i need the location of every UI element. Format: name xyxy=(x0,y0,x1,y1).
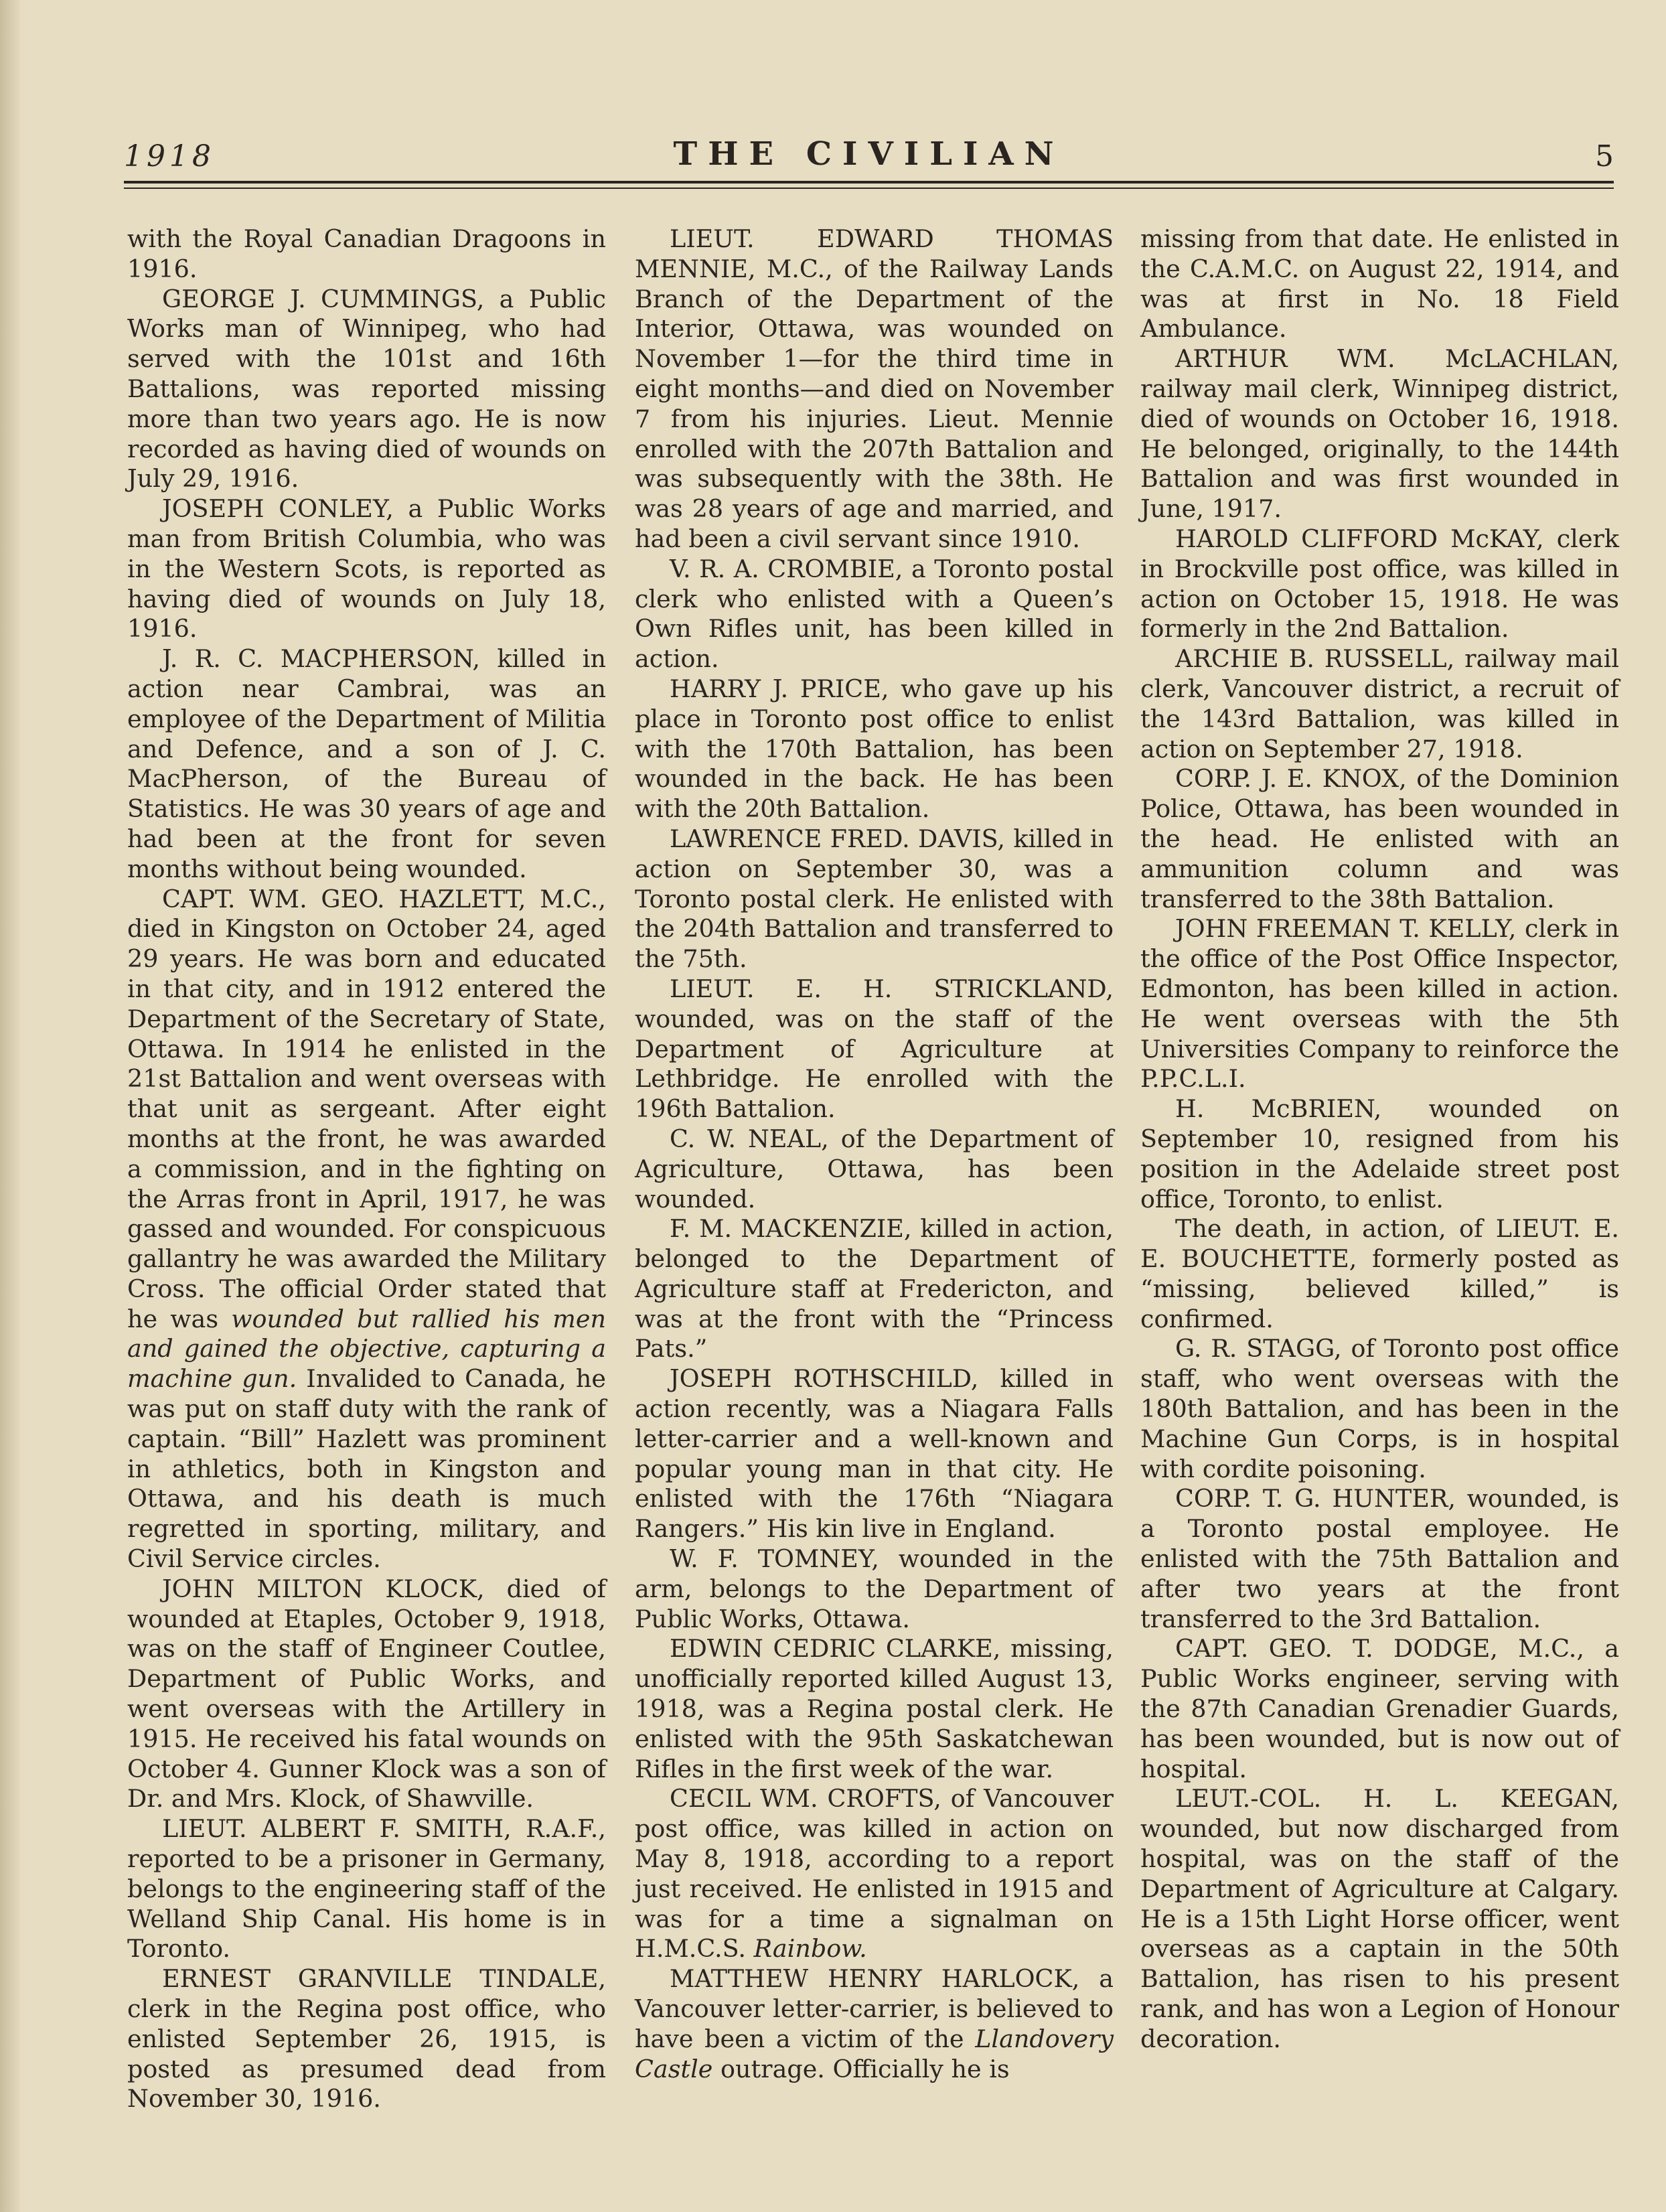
paragraph: W. F. TOMNEY, wounded in the arm, belongs to the Department of Public Works, Ottawa. xyxy=(635,1544,1114,1633)
page-header xyxy=(124,134,1614,181)
italic-citation: wounded but rallied his men and gained the objective, capturing a machine gun. xyxy=(127,1304,606,1394)
paragraph: CORP. T. G. HUNTER, wounded, is a Toronto postal employee. He enlisted with the 75th Battalion and after two years at the front transferred to the 3rd Battalion. xyxy=(1140,1484,1619,1633)
paragraph-harlock xyxy=(635,1964,1114,2084)
paragraph: V. R. A. CROMBIE, a Toronto postal clerk who enlisted with a Queen’s Own Rifles unit, has been killed in action. xyxy=(635,554,1114,674)
header-rule xyxy=(124,181,1614,183)
issue-year: 1918 xyxy=(124,139,215,173)
paragraph: ERNEST GRANVILLE TINDALE, clerk in the Regina post office, who enlisted September 26, 1915, is posted as presumed dead from November 30, 1916. xyxy=(127,1964,606,2114)
paragraph-text: Invalided to Canada, he was put on staff duty with the rank of captain. “Bill” Hazlett was prominent in athletics, both in Kingston and Ottawa, and his death is much regretted in sporting, military, and Civil Service circles. xyxy=(127,1364,606,1574)
paragraph-hazlett xyxy=(127,885,606,1574)
paragraph: F. M. MACKENZIE, killed in action, belonged to the Department of Agriculture staff at Fredericton, and was at the front with the “Princess Pats.” xyxy=(635,1214,1114,1363)
text-column-1 xyxy=(127,224,606,2166)
paragraph: with the Royal Canadian Dragoons in 1916. xyxy=(127,224,606,283)
paragraph: LIEUT. E. H. STRICKLAND, wounded, was on the staff of the Department of Agriculture at Lethbridge. He enrolled with the 196th Battalion. xyxy=(635,974,1114,1124)
paragraph: GEORGE J. CUMMINGS, a Public Works man of Winnipeg, who had served with the 101st and 16th Battalions, was reported missing more than two years ago. He is now recorded as having died of wounds on July 29, 1916. xyxy=(127,284,606,494)
header-rule-thin xyxy=(124,188,1614,189)
page-number: 5 xyxy=(1595,139,1614,173)
paragraph: JOHN MILTON KLOCK, died of wounded at Etaples, October 9, 1918, was on the staff of Engineer Coutlee, Department of Public Works, and went overseas with the Artillery in 1915. He received his fatal wounds on October 4. Gunner Klock was a son of Dr. and Mrs. Klock, of Shawville. xyxy=(127,1574,606,1814)
page-edge xyxy=(0,0,20,2212)
paragraph: The death, in action, of LIEUT. E. E. BOUCHETTE, formerly posted as “missing, believed killed,” is confirmed. xyxy=(1140,1214,1619,1333)
paragraph: HAROLD CLIFFORD McKAY, clerk in Brockville post office, was killed in action on October 15, 1918. He was formerly in the 2nd Battalion. xyxy=(1140,524,1619,644)
paragraph: LAWRENCE FRED. DAVIS, killed in action on September 30, was a Toronto postal clerk. He enlisted with the 204th Battalion and transferred to the 75th. xyxy=(635,824,1114,974)
paragraph-text: outrage. Officially he is xyxy=(720,2054,1010,2083)
publication-title: THE CIVILIAN xyxy=(673,135,1065,173)
paragraph: JOSEPH ROTHSCHILD, killed in action recently, was a Niagara Falls letter-carrier and a well-known and popular young man in that city. He enlisted with the 176th “Niagara Rangers.” His kin live in England. xyxy=(635,1364,1114,1544)
paragraph: G. R. STAGG, of Toronto post office staff, who went overseas with the 180th Battalion, and has been in the Machine Gun Corps, is in hospital with cordite poisoning. xyxy=(1140,1334,1619,1483)
paragraph: CORP. J. E. KNOX, of the Dominion Police, Ottawa, has been wounded in the head. He enlisted with an ammunition column and was transferred to the 38th Battalion. xyxy=(1140,764,1619,913)
ship-name: Llandovery Castle xyxy=(635,2024,1114,2083)
paragraph: LIEUT. ALBERT F. SMITH, R.A.F., reported to be a prisoner in Germany, belongs to the engineering staff of the Welland Ship Canal. His home is in Toronto. xyxy=(127,1814,606,1964)
paragraph: missing from that date. He enlisted in the C.A.M.C. on August 22, 1914, and was at first in No. 18 Field Ambulance. xyxy=(1140,224,1619,344)
text-column-3 xyxy=(1140,224,1619,2166)
paragraph: JOSEPH CONLEY, a Public Works man from British Columbia, who was in the Western Scots, is reported as having died of wounds on July 18, 1916. xyxy=(127,494,606,644)
paragraph: J. R. C. MACPHERSON, killed in action near Cambrai, was an employee of the Department of Militia and Defence, and a son of J. C. MacPherson, of the Bureau of Statistics. He was 30 years of age and had been at the front for seven months without being wounded. xyxy=(127,644,606,883)
ship-name: Rainbow. xyxy=(753,1934,867,1964)
paragraph: EDWIN CEDRIC CLARKE, missing, unofficially reported killed August 13, 1918, was a Regina postal clerk. He enlisted with the 95th Saskatchewan Rifles in the first week of the war. xyxy=(635,1634,1114,1783)
paragraph-text: CAPT. WM. GEO. HAZLETT, M.C., died in Kingston on October 24, aged 29 years. He was born and educated in that city, and in 1912 entered the Department of the Secretary of State, Ottawa. In 1914 he enlisted in the 21st Battalion and went overseas with that unit as sergeant. After eight months at the front, he was awarded a commission, and in the fighting on the Arras front in April, 1917, he was gassed and wounded. For conspicuous gallantry he was awarded the Military Cross. The official Order stated that he was xyxy=(127,884,606,1333)
paragraph: JOHN FREEMAN T. KELLY, clerk in the office of the Post Office Inspector, Edmonton, has been killed in action. He went overseas with the 5th Universities Company to reinforce the P.P.C.L.I. xyxy=(1140,914,1619,1094)
paragraph-text: CECIL WM. CROFTS, of Vancouver post office, was killed in action on May 8, 1918, according to a report just received. He enlisted in 1915 and was for a time a signalman on H.M.C.S. xyxy=(635,1784,1114,1964)
paragraph-crofts xyxy=(635,1784,1114,1964)
paragraph: H. McBRIEN, wounded on September 10, resigned from his position in the Adelaide street post office, Toronto, to enlist. xyxy=(1140,1094,1619,1213)
paragraph: ARTHUR WM. McLACHLAN, railway mail clerk, Winnipeg district, died of wounds on October 16, 1918. He belonged, originally, to the 144th Battalion and was first wounded in June, 1917. xyxy=(1140,344,1619,524)
paragraph: LEUT.-COL. H. L. KEEGAN, wounded, but now discharged from hospital, was on the staff of the Department of Agriculture at Calgary. He is a 15th Light Horse officer, went overseas as a captain in the 50th Battalion, has risen to his present rank, and has won a Legion of Honour decoration. xyxy=(1140,1784,1619,2053)
paragraph-text: MATTHEW HENRY HARLOCK, a Vancouver letter-carrier, is believed to have been a victim of the xyxy=(635,1964,1114,2053)
paragraph: ARCHIE B. RUSSELL, railway mail clerk, Vancouver district, a recruit of the 143rd Battalion, was killed in action on September 27, 1918. xyxy=(1140,644,1619,763)
paragraph: LIEUT. EDWARD THOMAS MENNIE, M.C., of the Railway Lands Branch of the Department of the Interior, Ottawa, was wounded on November 1—for the third time in eight months—and died on November 7 from his injuries. Lieut. Mennie enrolled with the 207th Battalion and was subsequently with the 38th. He was 28 years of age and married, and had been a civil servant since 1910. xyxy=(635,224,1114,553)
paragraph: HARRY J. PRICE, who gave up his place in Toronto post office to enlist with the 170th Battalion, has been wounded in the back. He has been with the 20th Battalion. xyxy=(635,674,1114,824)
paragraph: C. W. NEAL, of the Department of Agriculture, Ottawa, has been wounded. xyxy=(635,1124,1114,1213)
paragraph: CAPT. GEO. T. DODGE, M.C., a Public Works engineer, serving with the 87th Canadian Grenadier Guards, has been wounded, but is now out of hospital. xyxy=(1140,1634,1619,1783)
text-column-2 xyxy=(635,224,1114,2166)
